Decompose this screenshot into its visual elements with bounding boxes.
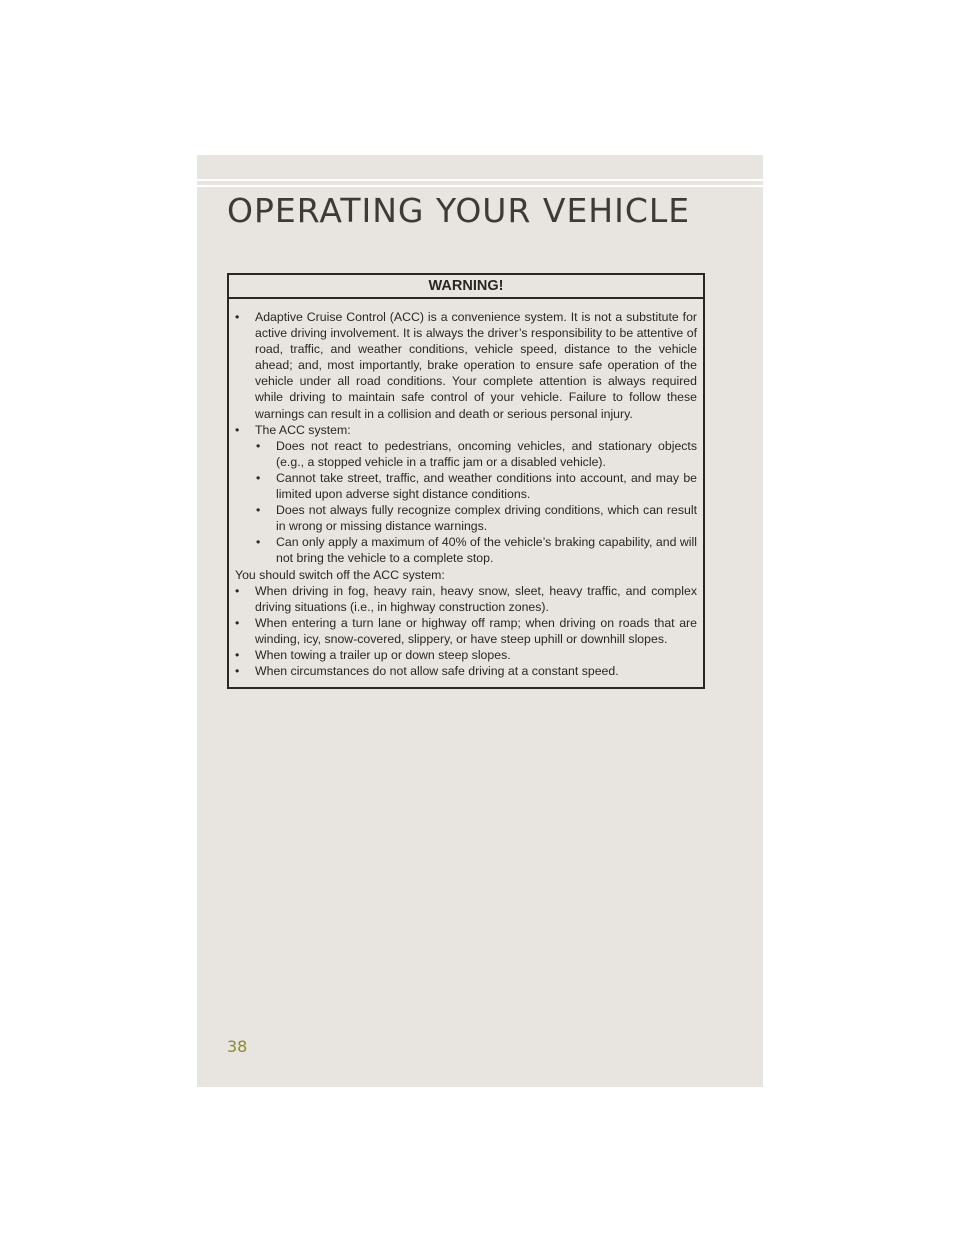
warning-item-text: Cannot take street, traffic, and weather conditions into account, and may be limited upon adverse sight distance conditions. xyxy=(276,470,697,502)
bullet-icon: • xyxy=(256,535,261,550)
header-rule-top xyxy=(197,179,763,181)
header-rule-bottom xyxy=(197,185,763,187)
bullet-icon: • xyxy=(256,438,261,453)
warning-body xyxy=(229,299,703,679)
warning-item-text: Does not react to pedestrians, oncoming vehicles, and stationary objects (e.g., a stopped vehicle in a traffic jam or a disabled vehicle). xyxy=(276,438,697,469)
warning-paragraph xyxy=(235,567,697,583)
bullet-icon: • xyxy=(235,664,240,679)
manual-page xyxy=(197,155,763,1087)
warning-item-text: Adaptive Cruise Control (ACC) is a convenience system. It is not a substitute for active driving involvement. It is always the driver’s responsibility to be attentive of road, traffic, and weather conditions, vehicle speed, distance to the vehicle ahead; and, most importantly, brake operation to ensure safe operation of the vehicle under all road conditions. Your complete attention is always required while driving to maintain safe control of your vehicle. Failure to follow these warnings can result in a collision and death or serious personal injury. xyxy=(255,310,697,421)
bullet-icon: • xyxy=(235,615,240,630)
bullet-icon: • xyxy=(235,422,240,437)
warning-item-text: When circumstances do not allow safe driving at a constant speed. xyxy=(255,664,619,679)
warning-box xyxy=(227,273,705,689)
warning-bullet-item xyxy=(235,647,697,663)
page-number: 38 xyxy=(227,1037,248,1056)
warning-item-text: Can only apply a maximum of 40% of the vehicle’s braking capability, and will not bring the vehicle to a complete stop. xyxy=(276,535,697,566)
warning-subbullet-item xyxy=(235,438,697,470)
warning-item-text: When driving in fog, heavy rain, heavy snow, sleet, heavy traffic, and complex driving situations (i.e., in highway construction zones). xyxy=(255,583,697,614)
bullet-icon: • xyxy=(256,503,261,518)
warning-item-text: The ACC system: xyxy=(255,422,351,437)
bullet-icon: • xyxy=(256,470,261,485)
section-title: OPERATING YOUR VEHICLE xyxy=(227,191,691,230)
bullet-icon: • xyxy=(235,310,240,324)
warning-bullet-item xyxy=(235,309,697,422)
warning-subbullet-item xyxy=(235,470,697,502)
bullet-icon: • xyxy=(235,647,240,662)
warning-heading: WARNING! xyxy=(229,275,703,299)
warning-subbullet-item xyxy=(235,502,697,534)
warning-bullet-item xyxy=(235,615,697,647)
warning-subbullet-item xyxy=(235,534,697,566)
warning-item-text: When entering a turn lane or highway off ramp; when driving on roads that are winding, icy, snow-covered, slippery, or have steep uphill or downhill slopes. xyxy=(255,615,697,646)
warning-bullet-item xyxy=(235,583,697,615)
warning-item-text: When towing a trailer up or down steep slopes. xyxy=(255,647,511,662)
warning-bullet-item xyxy=(235,663,697,679)
warning-item-text: Does not always fully recognize complex driving conditions, which can result in wrong or missing distance warnings. xyxy=(276,503,697,534)
bullet-icon: • xyxy=(235,583,240,598)
warning-bullet-item xyxy=(235,422,697,438)
warning-item-text: You should switch off the ACC system: xyxy=(235,567,445,582)
